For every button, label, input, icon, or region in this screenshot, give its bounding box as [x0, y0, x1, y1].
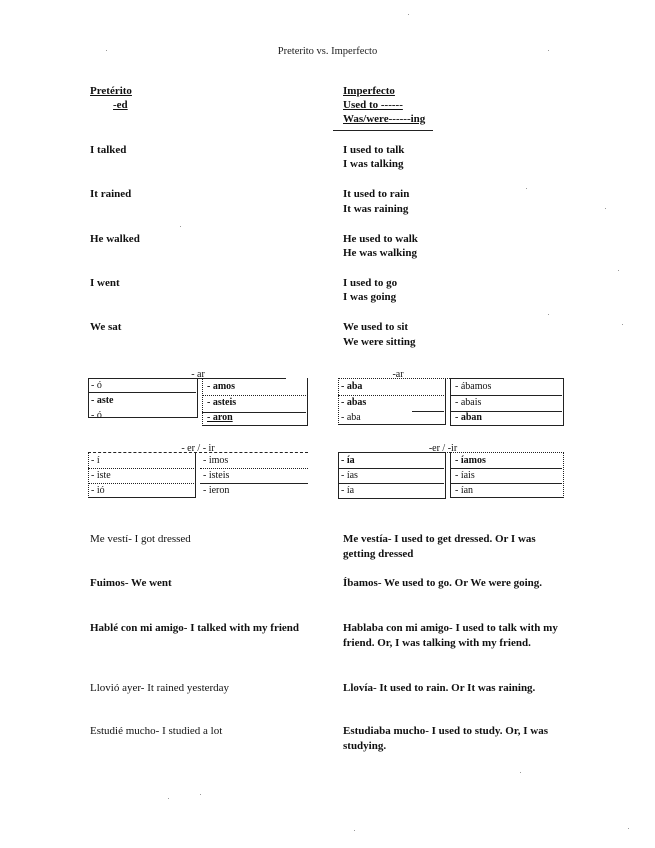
conj-cell: - aban [455, 412, 482, 423]
imperfecto-header: Imperfecto [343, 85, 395, 97]
sentence-preterito-1: Me vestí- I got dressed [90, 533, 191, 545]
conj-cell: - asteis [207, 397, 237, 408]
example-right-1a: I used to talk [343, 144, 405, 156]
header-divider [333, 130, 433, 131]
example-right-1b: I was talking [343, 158, 404, 170]
page-title: Preterito vs. Imperfecto [277, 46, 378, 57]
example-left-5: We sat [90, 321, 122, 333]
sentence-preterito-3: Hablé con mi amigo- I talked with my friend [90, 622, 299, 634]
imperfecto-subheader-used-to: Used to ------ [343, 99, 403, 111]
scan-speck [526, 188, 527, 189]
conj-cell: - ías [341, 470, 358, 481]
scan-speck [354, 830, 355, 831]
conj-cell: - aba [341, 412, 361, 423]
scan-speck [605, 208, 606, 209]
conj-cell: - ábamos [455, 381, 492, 392]
scan-speck [618, 270, 619, 271]
example-right-2a: It used to rain [343, 188, 410, 200]
scan-speck [548, 314, 549, 315]
scan-speck [200, 794, 201, 795]
example-right-5a: We used to sit [343, 321, 409, 333]
conj-cell: - ó [91, 410, 102, 421]
conj-cell: - abas [341, 397, 367, 408]
imperfecto-subheader-was-were: Was/were------ing [343, 113, 426, 125]
conj-table-label: -ar [392, 369, 404, 380]
conj-table-preterito-er-ir [88, 441, 312, 499]
example-right-3a: He used to walk [343, 233, 418, 245]
conj-table-label: -er / -ir [428, 443, 458, 454]
conj-cell: - ió [91, 485, 105, 496]
conj-cell: - aron [207, 412, 233, 423]
sentence-imperfecto-2: Íbamos- We used to go. Or We were going. [343, 577, 543, 589]
scan-speck [622, 324, 623, 325]
scan-speck [180, 226, 181, 227]
example-left-4: I went [90, 277, 120, 289]
sentence-preterito-4: Llovió ayer- It rained yesterday [90, 682, 230, 694]
conj-cell: - aste [91, 395, 114, 406]
sentence-preterito-2: Fuimos- We went [90, 577, 172, 589]
conj-cell: - ían [455, 485, 474, 496]
scan-speck [628, 828, 629, 829]
conj-table-preterito-ar [88, 367, 312, 427]
conj-cell: - iste [91, 470, 111, 481]
conj-cell: - aba [341, 381, 363, 392]
scan-speck [408, 14, 409, 15]
example-right-2b: It was raining [343, 203, 409, 215]
conj-cell: - íamos [455, 455, 486, 466]
example-right-4b: I was going [343, 291, 397, 303]
scan-speck [168, 798, 169, 799]
example-right-4a: I used to go [343, 277, 398, 289]
conj-cell: - ó [91, 380, 102, 391]
sentence-imperfecto-4: Llovía- It used to rain. Or It was raining. [343, 682, 536, 694]
conj-cell: - abais [455, 397, 482, 408]
conj-table-imperfecto-ar [338, 367, 566, 427]
example-right-5b: We were sitting [343, 336, 416, 348]
sentence-preterito-5: Estudié mucho- I studied a lot [90, 725, 223, 737]
example-left-2: It rained [90, 188, 132, 200]
example-left-1: I talked [90, 144, 127, 156]
conj-cell: - amos [207, 381, 236, 392]
scan-speck [106, 50, 107, 51]
sentence-imperfecto-1: Me vestía- I used to get dressed. Or I was getting dressed [343, 533, 536, 560]
conj-cell: - íais [455, 470, 475, 481]
preterito-header: Pretérito [90, 85, 132, 97]
conj-cell: - ieron [203, 485, 230, 496]
conj-cell: - ía [341, 455, 355, 466]
sentence-imperfecto-3: Hablaba con mi amigo- I used to talk with my friend. Or, I was talking with my friend. [343, 622, 558, 649]
example-left-3: He walked [90, 233, 140, 245]
conj-table-imperfecto-er-ir [338, 441, 566, 499]
conj-cell: - í [91, 455, 100, 466]
scan-speck [520, 772, 521, 773]
sentence-imperfecto-5: Estudiaba mucho- I used to study. Or, I was studying. [343, 725, 548, 752]
conj-table-label: - ar [191, 369, 205, 380]
example-right-3b: He was walking [343, 247, 417, 259]
conj-cell: - isteis [203, 470, 230, 481]
conj-cell: - imos [203, 455, 229, 466]
scan-speck [548, 50, 549, 51]
conj-table-label: - er / - ir [181, 443, 215, 454]
conj-cell: - ía [341, 485, 355, 496]
preterito-subheader: -ed [113, 99, 128, 111]
